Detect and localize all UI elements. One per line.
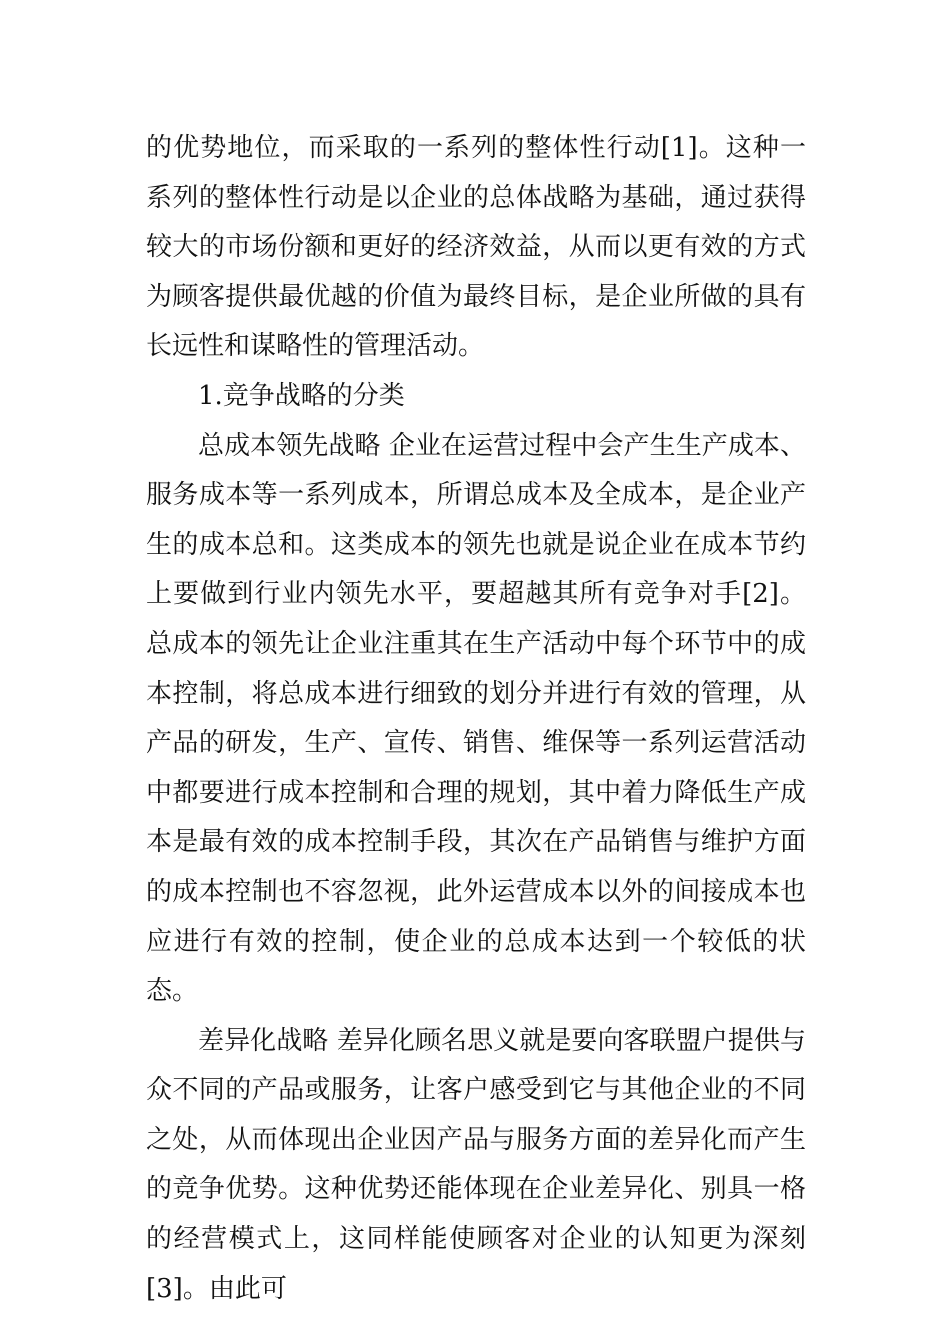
paragraph-differentiation: 差异化战略 差异化顾名思义就是要向客联盟户提供与众不同的产品或服务，让客户感受到它与其他企业的不同之处，从而体现出企业因产品与服务方面的差异化而产生的竞争优势。这种优势还能体现在企业差异化、别具一格的经营模式上，这同样能使顾客对企业的认知更为深刻[3]。由此可	[146, 1025, 806, 1304]
paragraph-continuation: 的优势地位，而采取的一系列的整体性行动[1]。这种一系列的整体性行动是以企业的总体战略为基础，通过获得较大的市场份额和更好的经济效益，从而以更有效的方式为顾客提供最优越的价值为最终目标，是企业所做的具有长远性和谋略性的管理活动。	[146, 133, 806, 362]
paragraph-cost-leadership: 总成本领先战略 企业在运营过程中会产生生产成本、服务成本等一系列成本，所谓总成本及全成本，是企业产生的成本总和。这类成本的领先也就是说企业在成本节约上要做到行业内领先水平，要超越其所有竞争对手[2]。总成本的领先让企业注重其在生产活动中每个环节中的成本控制，将总成本进行细致的划分并进行有效的管理，从产品的研发，生产、宣传、销售、维保等一系列运营活动中都要进行成本控制和合理的规划，其中着力降低生产成本是最有效的成本控制手段，其次在产品销售与维护方面的成本控制也不容忽视，此外运营成本以外的间接成本也应进行有效的控制，使企业的总成本达到一个较低的状态。	[146, 430, 806, 1007]
section-heading-competitive-strategy-types: 1.竞争战略的分类	[198, 380, 405, 411]
document-body	[146, 124, 806, 1314]
